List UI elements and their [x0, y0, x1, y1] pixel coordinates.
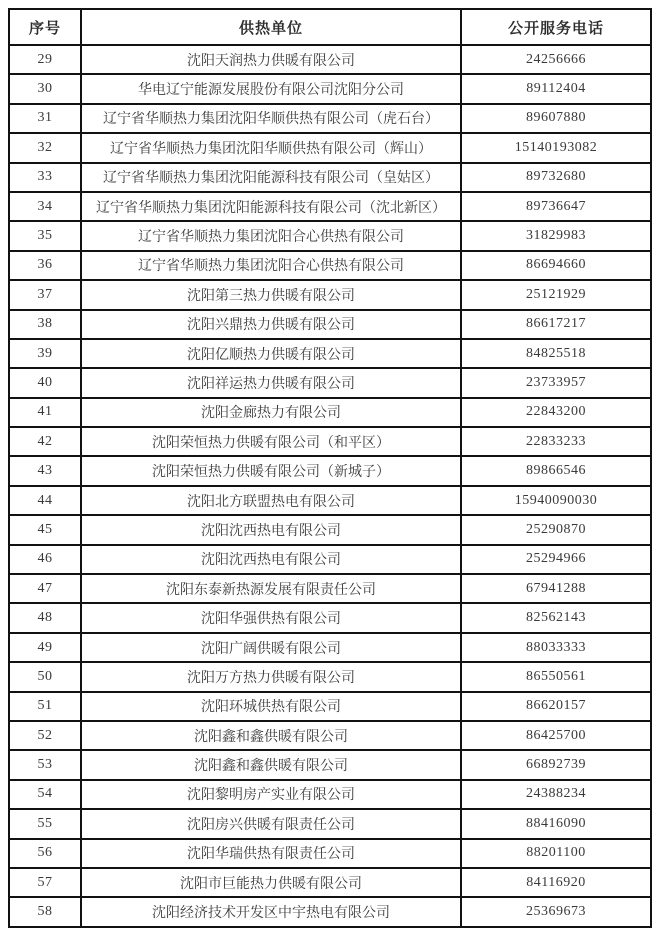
table-row	[9, 45, 651, 74]
table-row	[9, 603, 651, 632]
column-header-no: 序号	[9, 9, 81, 45]
cell-phone: 88201100	[461, 839, 651, 868]
cell-no: 44	[9, 486, 81, 515]
cell-phone: 24256666	[461, 45, 651, 74]
table-row	[9, 574, 651, 603]
cell-unit: 沈阳亿顺热力供暖有限公司	[81, 339, 461, 368]
heating-units-table	[8, 8, 652, 928]
cell-no: 35	[9, 221, 81, 250]
cell-phone: 24388234	[461, 780, 651, 809]
cell-phone: 25369673	[461, 897, 651, 927]
cell-no: 43	[9, 456, 81, 485]
cell-phone: 84825518	[461, 339, 651, 368]
cell-no: 53	[9, 750, 81, 779]
cell-unit: 辽宁省华顺热力集团沈阳华顺供热有限公司（虎石台）	[81, 104, 461, 133]
table-row	[9, 163, 651, 192]
cell-no: 48	[9, 603, 81, 632]
cell-phone: 86694660	[461, 251, 651, 280]
table-row	[9, 692, 651, 721]
table-row	[9, 74, 651, 103]
cell-phone: 89736647	[461, 192, 651, 221]
cell-no: 30	[9, 74, 81, 103]
cell-phone: 82562143	[461, 603, 651, 632]
cell-unit: 沈阳北方联盟热电有限公司	[81, 486, 461, 515]
cell-no: 41	[9, 398, 81, 427]
table-row	[9, 515, 651, 544]
cell-no: 47	[9, 574, 81, 603]
cell-phone: 86425700	[461, 721, 651, 750]
column-header-phone: 公开服务电话	[461, 9, 651, 45]
cell-no: 57	[9, 868, 81, 897]
table-row	[9, 221, 651, 250]
cell-no: 32	[9, 133, 81, 162]
cell-phone: 86617217	[461, 310, 651, 339]
cell-no: 55	[9, 809, 81, 838]
cell-no: 51	[9, 692, 81, 721]
cell-unit: 辽宁省华顺热力集团沈阳合心供热有限公司	[81, 251, 461, 280]
cell-unit: 沈阳房兴供暖有限责任公司	[81, 809, 461, 838]
cell-phone: 88416090	[461, 809, 651, 838]
cell-unit: 沈阳荣恒热力供暖有限公司（新城子）	[81, 456, 461, 485]
table-row	[9, 427, 651, 456]
cell-unit: 辽宁省华顺热力集团沈阳能源科技有限公司（皇姑区）	[81, 163, 461, 192]
cell-no: 50	[9, 662, 81, 691]
table-row	[9, 310, 651, 339]
cell-phone: 86550561	[461, 662, 651, 691]
cell-phone: 89112404	[461, 74, 651, 103]
cell-no: 49	[9, 633, 81, 662]
cell-phone: 66892739	[461, 750, 651, 779]
cell-phone: 89732680	[461, 163, 651, 192]
cell-no: 54	[9, 780, 81, 809]
cell-phone: 89866546	[461, 456, 651, 485]
cell-unit: 沈阳鑫和鑫供暖有限公司	[81, 721, 461, 750]
cell-no: 46	[9, 545, 81, 574]
cell-no: 58	[9, 897, 81, 927]
cell-unit: 沈阳经济技术开发区中宇热电有限公司	[81, 897, 461, 927]
cell-unit: 沈阳鑫和鑫供暖有限公司	[81, 750, 461, 779]
table-row	[9, 280, 651, 309]
cell-unit: 沈阳金廊热力有限公司	[81, 398, 461, 427]
column-header-unit: 供热单位	[81, 9, 461, 45]
cell-phone: 15940090030	[461, 486, 651, 515]
cell-no: 36	[9, 251, 81, 280]
table-row	[9, 133, 651, 162]
cell-phone: 25121929	[461, 280, 651, 309]
table-row	[9, 780, 651, 809]
table-row	[9, 633, 651, 662]
cell-unit: 沈阳市巨能热力供暖有限公司	[81, 868, 461, 897]
cell-phone: 86620157	[461, 692, 651, 721]
cell-phone: 88033333	[461, 633, 651, 662]
cell-phone: 84116920	[461, 868, 651, 897]
table-row	[9, 839, 651, 868]
cell-no: 29	[9, 45, 81, 74]
table-row	[9, 192, 651, 221]
cell-unit: 华电辽宁能源发展股份有限公司沈阳分公司	[81, 74, 461, 103]
cell-unit: 辽宁省华顺热力集团沈阳华顺供热有限公司（辉山）	[81, 133, 461, 162]
cell-phone: 31829983	[461, 221, 651, 250]
cell-unit: 沈阳沈西热电有限公司	[81, 515, 461, 544]
cell-unit: 沈阳广阔供暖有限公司	[81, 633, 461, 662]
cell-unit: 沈阳祥运热力供暖有限公司	[81, 368, 461, 397]
cell-unit: 沈阳华瑞供热有限责任公司	[81, 839, 461, 868]
cell-phone: 89607880	[461, 104, 651, 133]
table-row	[9, 486, 651, 515]
cell-no: 45	[9, 515, 81, 544]
table-row	[9, 809, 651, 838]
cell-unit: 辽宁省华顺热力集团沈阳能源科技有限公司（沈北新区）	[81, 192, 461, 221]
cell-no: 52	[9, 721, 81, 750]
cell-no: 39	[9, 339, 81, 368]
cell-phone: 23733957	[461, 368, 651, 397]
table-row	[9, 339, 651, 368]
cell-no: 37	[9, 280, 81, 309]
table-row	[9, 398, 651, 427]
header-row	[9, 9, 651, 45]
cell-no: 56	[9, 839, 81, 868]
table-row	[9, 368, 651, 397]
cell-unit: 沈阳荣恒热力供暖有限公司（和平区）	[81, 427, 461, 456]
cell-no: 33	[9, 163, 81, 192]
cell-phone: 22833233	[461, 427, 651, 456]
table-row	[9, 750, 651, 779]
cell-unit: 沈阳第三热力供暖有限公司	[81, 280, 461, 309]
table-row	[9, 897, 651, 927]
cell-phone: 22843200	[461, 398, 651, 427]
cell-unit: 沈阳华强供热有限公司	[81, 603, 461, 632]
cell-unit: 沈阳万方热力供暖有限公司	[81, 662, 461, 691]
cell-no: 38	[9, 310, 81, 339]
table-row	[9, 662, 651, 691]
cell-phone: 15140193082	[461, 133, 651, 162]
cell-no: 42	[9, 427, 81, 456]
cell-phone: 25290870	[461, 515, 651, 544]
cell-phone: 25294966	[461, 545, 651, 574]
table-row	[9, 721, 651, 750]
cell-no: 40	[9, 368, 81, 397]
table-row	[9, 251, 651, 280]
table-row	[9, 456, 651, 485]
cell-phone: 67941288	[461, 574, 651, 603]
cell-unit: 沈阳沈西热电有限公司	[81, 545, 461, 574]
cell-unit: 沈阳环城供热有限公司	[81, 692, 461, 721]
cell-unit: 沈阳兴鼎热力供暖有限公司	[81, 310, 461, 339]
cell-unit: 沈阳东泰新热源发展有限责任公司	[81, 574, 461, 603]
cell-unit: 沈阳黎明房产实业有限公司	[81, 780, 461, 809]
cell-no: 34	[9, 192, 81, 221]
table-row	[9, 545, 651, 574]
table-row	[9, 104, 651, 133]
cell-unit: 辽宁省华顺热力集团沈阳合心供热有限公司	[81, 221, 461, 250]
table-row	[9, 868, 651, 897]
cell-unit: 沈阳天润热力供暖有限公司	[81, 45, 461, 74]
cell-no: 31	[9, 104, 81, 133]
